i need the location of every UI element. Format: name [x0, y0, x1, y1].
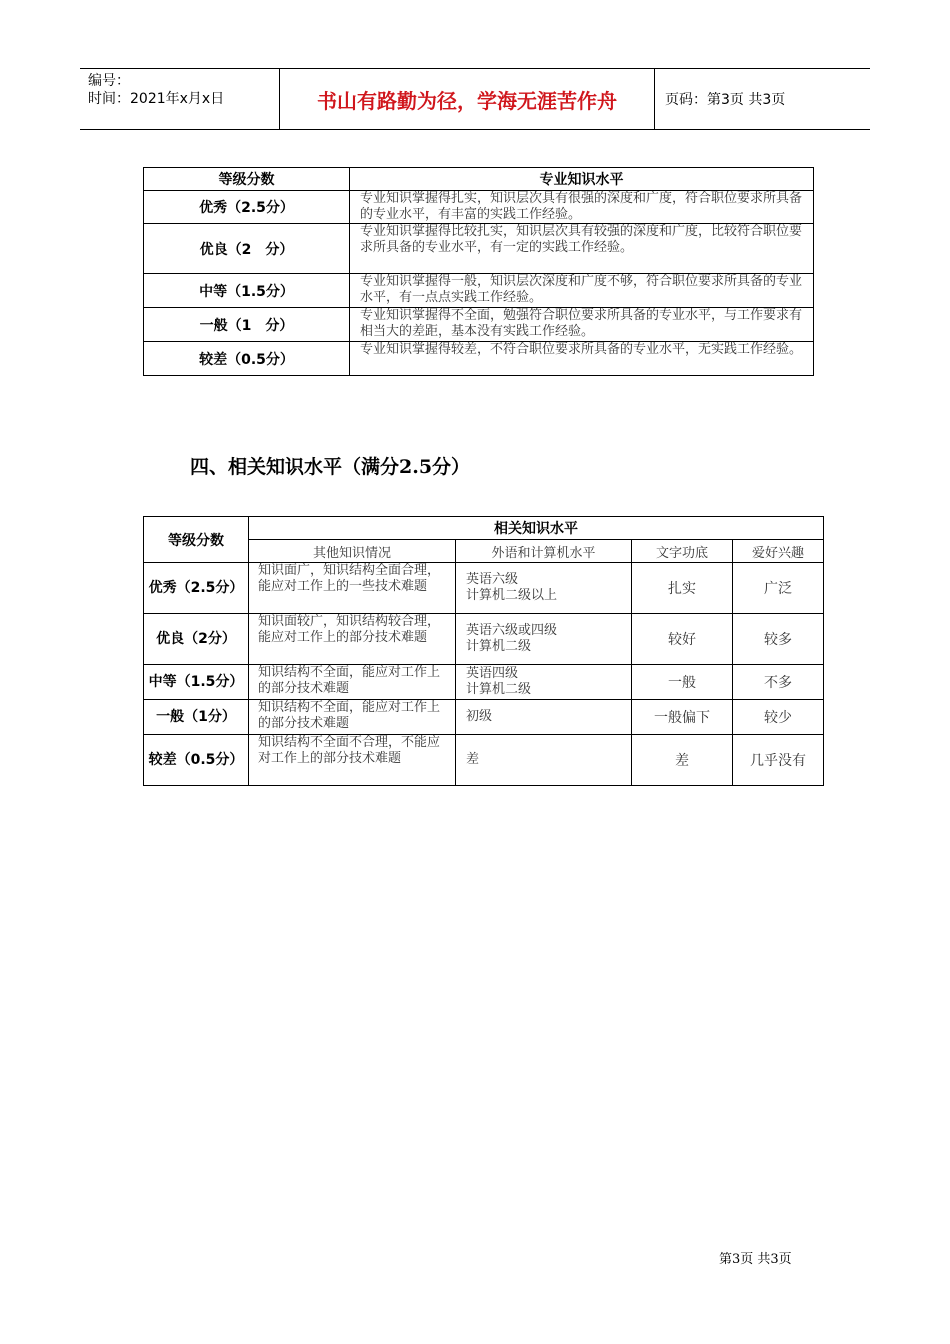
page-header	[80, 68, 870, 130]
time-label: 时间：2021年x月x日	[88, 91, 225, 107]
hobby-cell: 较多	[733, 614, 824, 665]
desc-cell: 专业知识掌握得不全面，勉强符合职位要求所具备的专业水平，与工作要求有相当大的差距，基本没有实践工作经验。	[350, 308, 814, 342]
lang-cell	[456, 665, 632, 700]
table-row	[144, 700, 824, 735]
table-row	[144, 224, 814, 274]
grade-cell: 中等（1.5分）	[144, 665, 249, 700]
hobby-cell: 较少	[733, 700, 824, 735]
table-header-row	[144, 168, 814, 191]
hobby-cell: 不多	[733, 665, 824, 700]
hobby-cell: 广泛	[733, 563, 824, 614]
header-motto: 书山有路勤为径，学海无涯苦作舟	[280, 69, 655, 129]
grade-cell: 优良（2 分）	[144, 224, 350, 274]
other-cell: 知识面广，知识结构全面合理，能应对工作上的一些技术难题	[249, 563, 456, 614]
other-cell: 知识结构不全面不合理，不能应对工作上的部分技术难题	[249, 735, 456, 786]
lang-cell	[456, 614, 632, 665]
grade-cell: 较差（0.5分）	[144, 342, 350, 376]
other-cell: 知识结构不全面，能应对工作上的部分技术难题	[249, 700, 456, 735]
lang-line-1: 初级	[466, 709, 493, 724]
grade-cell: 较差（0.5分）	[144, 735, 249, 786]
table-row	[144, 614, 824, 665]
grade-cell: 优秀（2.5分）	[144, 191, 350, 224]
lang-line-1: 差	[466, 752, 480, 767]
table-row	[144, 191, 814, 224]
related-knowledge-table	[143, 516, 824, 786]
writing-cell: 差	[632, 735, 733, 786]
grade-cell: 中等（1.5分）	[144, 274, 350, 308]
lang-line-2: 计算机二级以上	[466, 588, 558, 603]
grade-cell: 优秀（2.5分）	[144, 563, 249, 614]
col-group: 相关知识水平	[249, 517, 824, 540]
table-row	[144, 342, 814, 376]
desc-cell: 专业知识掌握得扎实，知识层次具有很强的深度和广度，符合职位要求所具备的专业水平，有丰富的实践工作经验。	[350, 191, 814, 224]
subcol-other: 其他知识情况	[249, 540, 456, 563]
writing-cell: 一般	[632, 665, 733, 700]
hobby-cell: 几乎没有	[733, 735, 824, 786]
subcol-hobby: 爱好兴趣	[733, 540, 824, 563]
writing-cell: 扎实	[632, 563, 733, 614]
col-grade: 等级分数	[144, 168, 350, 191]
table-row	[144, 308, 814, 342]
table-header-row	[144, 517, 824, 540]
page-footer: 第3页 共3页	[719, 1252, 792, 1267]
table-row	[144, 665, 824, 700]
professional-knowledge-table	[143, 167, 814, 376]
other-cell: 知识面较广，知识结构较合理，能应对工作上的部分技术难题	[249, 614, 456, 665]
header-meta	[80, 69, 280, 129]
table-row	[144, 563, 824, 614]
lang-line-1: 英语六级或四级	[466, 623, 558, 638]
lang-line-1: 英语六级	[466, 572, 519, 587]
grade-cell: 优良（2分）	[144, 614, 249, 665]
desc-cell: 专业知识掌握得比较扎实，知识层次具有较强的深度和广度，比较符合职位要求所具备的专业水平，有一定的实践工作经验。	[350, 224, 814, 274]
section-title: 四、相关知识水平（满分2.5分）	[190, 456, 471, 478]
lang-cell	[456, 700, 632, 735]
grade-cell: 一般（1 分）	[144, 308, 350, 342]
writing-cell: 较好	[632, 614, 733, 665]
lang-line-2: 计算机二级	[466, 639, 532, 654]
subcol-language-computer: 外语和计算机水平	[456, 540, 632, 563]
lang-line-1: 英语四级	[466, 666, 519, 681]
lang-cell	[456, 563, 632, 614]
number-label: 编号：	[88, 73, 130, 89]
desc-cell: 专业知识掌握得一般，知识层次深度和广度不够，符合职位要求所具备的专业水平，有一点点实践工作经验。	[350, 274, 814, 308]
grade-cell: 一般（1分）	[144, 700, 249, 735]
lang-cell	[456, 735, 632, 786]
writing-cell: 一般偏下	[632, 700, 733, 735]
table-row	[144, 274, 814, 308]
desc-cell: 专业知识掌握得较差，不符合职位要求所具备的专业水平，无实践工作经验。	[350, 342, 814, 376]
lang-line-2: 计算机二级	[466, 682, 532, 697]
col-grade: 等级分数	[144, 517, 249, 563]
col-level: 专业知识水平	[350, 168, 814, 191]
table-row	[144, 735, 824, 786]
other-cell: 知识结构不全面，能应对工作上的部分技术难题	[249, 665, 456, 700]
header-page-label: 页码：第3页 共3页	[665, 92, 786, 108]
subcol-writing: 文字功底	[632, 540, 733, 563]
